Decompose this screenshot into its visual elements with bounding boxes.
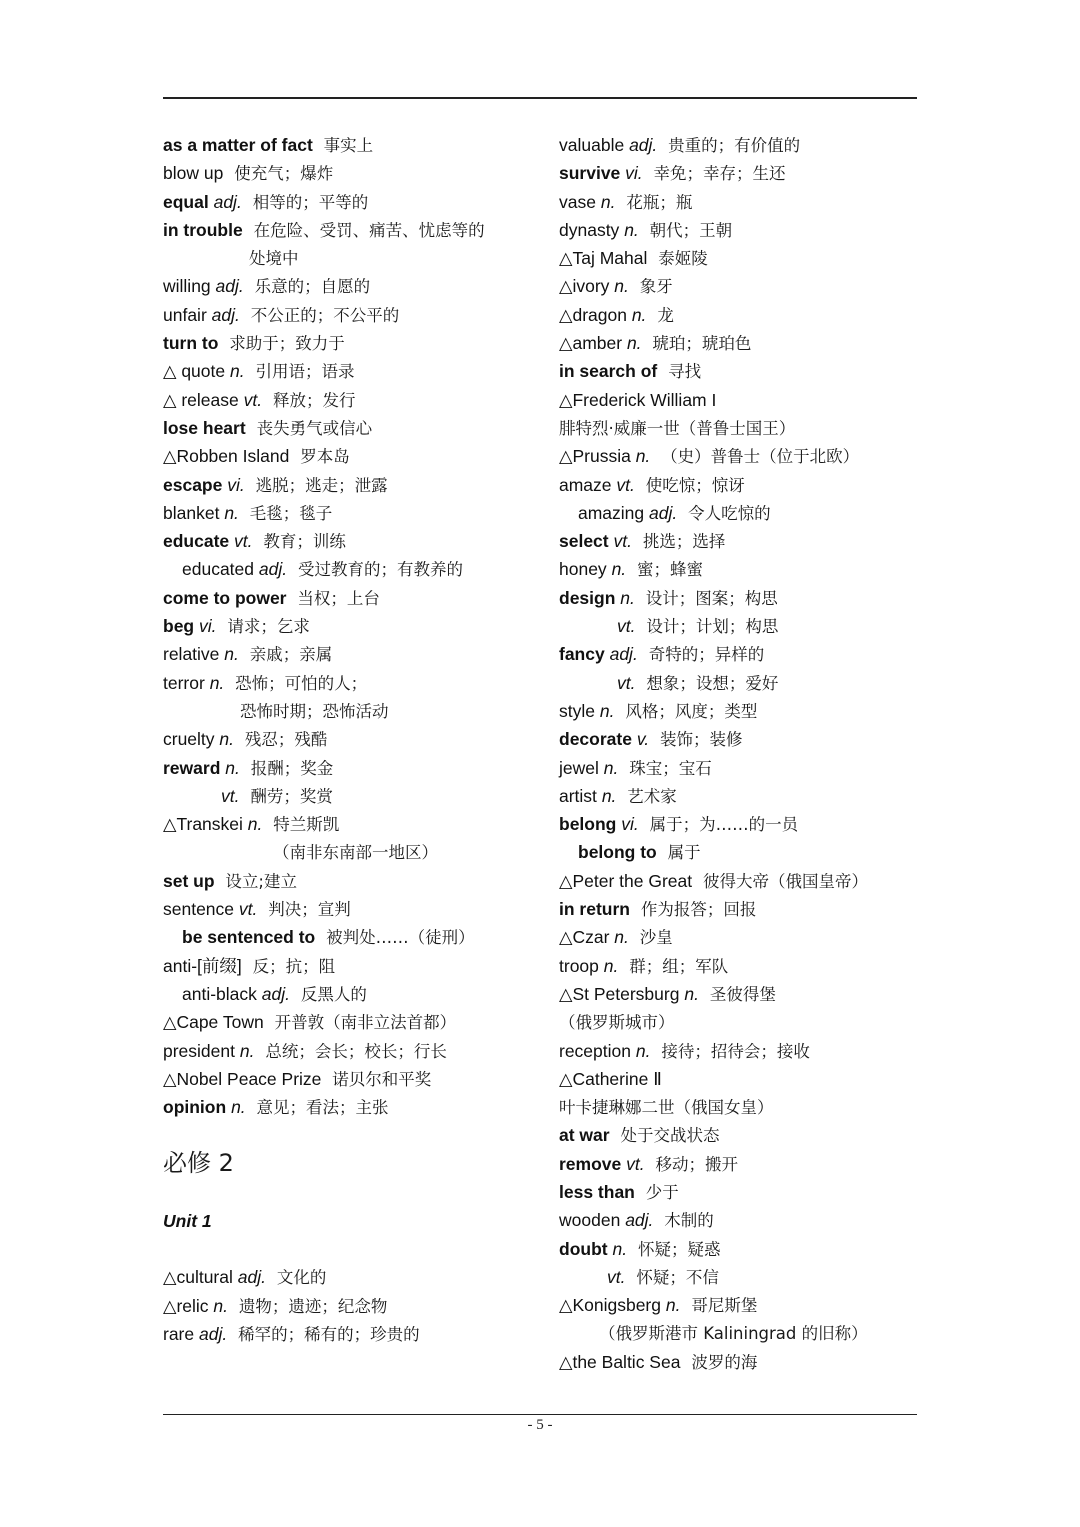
right-column [559,131,919,1376]
chinese-definition: 少于 [645,1182,679,1202]
chinese-definition: 龙 [657,305,674,325]
headword: belong to [578,842,657,863]
vocab-entry [163,1263,543,1291]
chinese-definition: （俄罗斯港市 Kaliningrad 的旧称） [599,1324,868,1344]
headword: be sentenced to [182,927,316,948]
headword: △relic [163,1295,209,1316]
part-of-speech: n. [631,304,647,325]
chinese-definition: 毛毯；毯子 [249,503,333,523]
part-of-speech: n. [665,1295,681,1316]
part-of-speech: n. [603,955,619,976]
chinese-definition: 想象；设想；爱好 [646,673,779,693]
chinese-definition: 朝代；王朝 [649,220,733,240]
part-of-speech: n. [601,785,617,806]
vocab-entry [559,1348,919,1376]
headword: less than [559,1181,635,1202]
chinese-definition: 意见；看法；主张 [256,1098,389,1118]
chinese-definition: 相等的；平等的 [252,192,369,212]
chinese-definition: 诺贝尔和平奖 [332,1069,432,1089]
vocab-entry [163,980,543,1008]
part-of-speech: vt. [234,531,253,552]
chinese-definition: 请求；乞求 [227,617,310,637]
vocab-entry [559,329,919,357]
part-of-speech: v. [636,729,650,750]
part-of-speech: adj. [625,1210,654,1231]
part-of-speech: vi. [625,163,643,184]
headword: as a matter of fact [163,135,313,155]
footer-rule [163,1414,917,1415]
headword: △Nobel Peace Prize [163,1068,322,1089]
vocab-entry [163,669,543,697]
headword: in trouble [163,219,243,240]
headword: at war [559,1125,610,1146]
chinese-definition: 稀罕的；稀有的；珍贵的 [238,1324,420,1344]
part-of-speech: vi. [621,814,639,835]
vocab-entry [559,838,919,866]
vocab-list-left [163,131,543,1121]
chinese-definition: 奇特的；异样的 [648,645,765,665]
part-of-speech: vt. [617,616,636,637]
headword: △dragon [559,304,627,325]
chinese-definition: 怀疑；不信 [636,1267,719,1287]
headword: dynasty [559,219,620,240]
headword: equal [163,191,209,212]
chinese-definition: 逃脱；逃走；泄露 [255,475,388,495]
chinese-definition: 腓特烈·威廉一世（普鲁士国王） [559,418,796,438]
chinese-definition: 恐怖；可怕的人； [235,673,368,693]
vocab-list-left-after [163,1263,543,1348]
vocab-entry [559,1065,919,1093]
chinese-definition: 移动；搬开 [655,1154,738,1174]
headword: △Peter the Great [559,870,693,891]
part-of-speech: n. [599,700,615,721]
headword: escape [163,474,223,495]
part-of-speech: n. [230,361,245,382]
headword: in return [559,899,630,920]
header-rule [163,97,917,99]
unit-title: Unit 1 [163,1211,212,1232]
headword: △amber [559,333,623,354]
headword: △Robben Island [163,446,290,467]
vocab-entry [559,754,919,782]
chinese-definition: 使吃惊；惊讶 [645,475,745,495]
part-of-speech: adj. [199,1323,228,1344]
chinese-definition: 事实上 [323,136,374,155]
vocab-entry [559,1037,919,1065]
chinese-definition: 怀疑；疑惑 [637,1239,721,1259]
vocab-entry [163,386,543,414]
headword: △ quote [163,361,226,382]
part-of-speech: n. [603,757,619,778]
vocab-entry [559,1235,919,1263]
headword: honey [559,559,607,580]
chinese-definition: 沙皇 [639,928,673,948]
headword: troop [559,955,599,976]
chinese-definition: 开普敦（南非立法首都） [274,1013,457,1033]
vocab-entry [559,697,919,725]
chinese-definition: 总统；会长；校长；行长 [265,1041,447,1061]
chinese-definition: 花瓶；瓶 [626,192,693,212]
headword: amaze [559,474,612,495]
vocab-list-right [559,131,919,1376]
part-of-speech: vt. [243,389,263,410]
part-of-speech: adj. [237,1267,266,1288]
headword: beg [163,616,195,637]
headword: cruelty [163,729,215,750]
chinese-definition: 装饰；装修 [660,730,743,750]
headword: reward [163,757,221,778]
section-title: 必修 2 [163,1149,234,1178]
part-of-speech: n. [209,672,225,693]
vocab-entry [163,499,543,527]
vocab-entry [559,782,919,810]
chinese-definition: 被判处……（徒刑） [326,928,475,948]
headword: set up [163,870,215,891]
vocab-entry [163,584,543,612]
headword: △cultural [163,1267,233,1288]
part-of-speech: n. [225,757,240,778]
part-of-speech: n. [624,219,639,240]
headword: △Catherine Ⅱ [559,1068,662,1089]
vocab-entry [163,952,543,980]
headword: △Taj Mahal [559,248,648,269]
vocab-entry [559,1178,919,1206]
headword: design [559,587,616,608]
part-of-speech: adj. [609,644,638,665]
part-of-speech: adj. [261,983,290,1004]
headword: blow up [163,163,224,184]
chinese-definition: 象牙 [639,277,673,297]
chinese-definition: 木制的 [664,1211,714,1231]
chinese-definition: （俄罗斯城市） [559,1013,675,1033]
part-of-speech: n. [224,644,239,665]
vocab-entry [163,895,543,923]
chinese-definition: 判决；宣判 [268,900,351,920]
chinese-definition: 教育；训练 [263,532,346,552]
vocab-entry [163,725,543,753]
chinese-definition: 反黑人的 [300,984,367,1004]
chinese-definition: 令人吃惊的 [688,503,771,523]
vocab-entry [163,357,543,385]
vocab-entry [559,357,919,385]
part-of-speech: n. [684,983,699,1004]
headword: terror [163,672,205,693]
vocab-entry [559,923,919,951]
part-of-speech: n. [635,1040,651,1061]
part-of-speech: adj. [211,304,240,325]
headword: △Transkei [163,814,243,835]
chinese-definition: 在危险、受罚、痛苦、忧虑等的 [253,220,485,240]
chinese-definition: 文化的 [276,1268,327,1288]
chinese-definition: 设计；图案；构思 [645,588,778,608]
vocab-entry [163,244,543,272]
vocab-entry [559,272,919,300]
vocab-entry [559,159,919,187]
chinese-definition: 丧失勇气或信心 [256,418,373,438]
headword: △Cape Town [163,1012,264,1033]
chinese-definition: 处于交战状态 [620,1126,720,1146]
chinese-definition: 报酬；奖金 [250,758,334,778]
chinese-definition: 遗物；遗迹；纪念物 [238,1296,388,1316]
headword: △Prussia [559,446,631,467]
vocab-entry [559,386,919,414]
headword: belong [559,814,617,835]
headword: opinion [163,1097,227,1118]
chinese-definition: 属于；为……的一员 [649,815,799,835]
chinese-definition: 幸免；幸存；生还 [653,164,786,184]
vocab-entry [559,584,919,612]
headword: anti-[前缀] [163,955,242,976]
chinese-definition: （史）普鲁士（位于北欧） [661,447,860,467]
chinese-definition: 琥珀；琥珀色 [652,334,752,354]
chinese-definition: 使充气；爆炸 [234,164,334,184]
chinese-definition: 当权；上台 [297,588,380,608]
part-of-speech: n. [620,587,635,608]
part-of-speech: vt. [221,785,240,806]
chinese-definition: 哥尼斯堡 [691,1296,758,1316]
part-of-speech: n. [219,729,235,750]
part-of-speech: vi. [199,616,217,637]
vocab-entry [559,952,919,980]
chinese-definition: 释放；发行 [272,390,356,410]
chinese-definition: 引用语；语录 [255,362,355,382]
chinese-definition: 亲戚；亲属 [249,645,333,665]
chinese-definition: 波罗的海 [691,1352,758,1372]
part-of-speech: vt. [607,1266,626,1287]
headword: △ivory [559,276,610,297]
vocab-entry [559,1263,919,1291]
chinese-definition: 残忍；残酷 [244,730,328,750]
part-of-speech: n. [635,446,651,467]
chinese-definition: 乐意的；自愿的 [254,277,371,297]
chinese-definition: 珠宝；宝石 [629,758,712,778]
headword: △Konigsberg [559,1295,661,1316]
part-of-speech: n. [239,1040,255,1061]
headword: come to power [163,587,287,608]
vocab-entry [163,131,543,159]
headword: sentence [163,899,235,920]
part-of-speech: vt. [616,474,635,495]
part-of-speech: n. [247,814,263,835]
vocab-entry [559,1291,919,1319]
vocab-entry [163,697,543,725]
headword: artist [559,785,597,806]
headword: fancy [559,644,605,665]
vocab-entry [163,272,543,300]
part-of-speech: n. [600,191,616,212]
headword: unfair [163,304,207,325]
headword: anti-black [182,983,257,1004]
left-column [163,131,543,1348]
vocab-entry [163,754,543,782]
headword: in search of [559,361,658,382]
chinese-definition: 受过教育的；有教养的 [297,560,463,580]
headword: willing [163,276,211,297]
chinese-definition: 设立;建立 [225,871,297,891]
headword: select [559,531,609,552]
vocab-entry [163,188,543,216]
chinese-definition: 泰姬陵 [658,249,708,269]
part-of-speech: vt. [617,672,636,693]
part-of-speech: adj. [213,191,242,212]
headword: amazing [578,502,645,523]
headword: △the Baltic Sea [559,1351,681,1372]
vocab-entry [559,867,919,895]
chinese-definition: 恐怖时期；恐怖活动 [240,701,389,721]
headword: turn to [163,333,219,354]
chinese-definition: 求助于；致力于 [229,334,345,354]
vocab-entry [163,471,543,499]
headword: rare [163,1323,195,1344]
vocab-entry [163,923,543,951]
part-of-speech: vi. [227,474,245,495]
headword: survive [559,163,621,184]
vocab-entry [163,527,543,555]
headword: valuable [559,135,625,155]
chinese-definition: 反；抗；阻 [252,956,336,976]
vocab-entry [163,1320,543,1348]
chinese-definition: 罗本岛 [300,447,350,467]
chinese-definition: 蜜；蜂蜜 [637,560,704,580]
vocab-entry [559,216,919,244]
chinese-definition: 特兰斯凯 [273,815,340,835]
chinese-definition: 寻找 [668,362,702,382]
vocab-entry [559,188,919,216]
part-of-speech: n. [626,333,642,354]
headword: style [559,700,595,721]
vocab-entry [163,612,543,640]
chinese-definition: 贵重的；有价值的 [668,136,801,155]
part-of-speech: n. [213,1295,229,1316]
vocab-entry [163,442,543,470]
vocab-entry [163,1037,543,1065]
chinese-definition: 群；组；军队 [629,956,729,976]
vocab-entry [163,810,543,838]
vocab-entry [559,527,919,555]
vocab-entry [559,555,919,583]
headword: △Frederick William I [559,389,717,410]
vocab-entry [559,414,919,442]
part-of-speech: adj. [258,559,288,580]
headword: jewel [559,757,599,778]
vocab-entry [163,216,543,244]
part-of-speech: adj. [649,502,678,523]
vocab-entry [559,810,919,838]
part-of-speech: n. [614,276,629,297]
vocab-entry [163,867,543,895]
vocab-entry [559,1319,919,1347]
vocab-entry [163,1292,543,1320]
vocab-entry [163,159,543,187]
vocab-entry [163,640,543,668]
vocab-entry [559,1206,919,1234]
vocab-entry [559,640,919,668]
vocab-entry [559,442,919,470]
headword: decorate [559,729,632,750]
chinese-definition: 酬劳；奖赏 [250,786,333,806]
headword: △ release [163,389,239,410]
chinese-definition: （南非东南部一地区） [273,843,438,863]
part-of-speech: adj. [629,135,658,155]
vocab-entry [163,414,543,442]
part-of-speech: n. [614,927,629,948]
part-of-speech: n. [611,559,627,580]
headword: blanket [163,502,220,523]
headword: president [163,1040,235,1061]
vocab-entry [163,782,543,810]
chinese-definition: 处境中 [249,249,299,269]
part-of-speech: adj. [215,276,244,297]
vocab-entry [559,1150,919,1178]
headword: educated [182,559,255,580]
vocab-entry [163,1093,543,1121]
headword: doubt [559,1238,608,1259]
headword: reception [559,1040,631,1061]
headword: relative [163,644,220,665]
part-of-speech: n. [231,1097,246,1118]
part-of-speech: vt. [238,899,258,920]
headword: lose heart [163,417,246,438]
chinese-definition: 接待；招待会；接收 [661,1041,810,1061]
chinese-definition: 作为报答；回报 [640,900,757,920]
vocab-entry [559,895,919,923]
vocab-entry [163,838,543,866]
chinese-definition: 属于 [667,843,701,863]
headword: △Czar [559,927,610,948]
vocab-entry [559,1121,919,1149]
headword: △St Petersburg [559,983,680,1004]
vocab-entry [163,301,543,329]
headword: wooden [559,1210,621,1231]
chinese-definition: 风格；风度；类型 [625,701,758,721]
headword: educate [163,531,230,552]
chinese-definition: 彼得大帝（俄国皇帝） [702,871,868,891]
vocab-entry [559,612,919,640]
vocab-entry [559,471,919,499]
headword: vase [559,191,596,212]
vocab-entry [559,1093,919,1121]
chinese-definition: 叶卡捷琳娜二世（俄国女皇） [559,1098,774,1118]
chinese-definition: 设计；计划；构思 [646,617,779,637]
vocab-entry [559,980,919,1008]
headword: remove [559,1153,622,1174]
chinese-definition: 圣彼得堡 [709,984,776,1004]
vocab-entry [163,1065,543,1093]
vocab-entry [559,131,919,159]
vocab-entry [163,1008,543,1036]
part-of-speech: n. [612,1238,628,1259]
part-of-speech: n. [224,502,239,523]
part-of-speech: vt. [613,531,632,552]
chinese-definition: 挑选；选择 [642,532,726,552]
vocab-entry [559,1008,919,1036]
page-number: - 5 - [527,1417,553,1433]
vocab-entry [559,244,919,272]
vocab-entry [559,669,919,697]
chinese-definition: 不公正的；不公平的 [250,305,400,325]
vocab-entry [559,301,919,329]
chinese-definition: 艺术家 [627,786,677,806]
vocab-entry [163,555,543,583]
vocab-entry [559,725,919,753]
vocab-entry [559,499,919,527]
vocab-entry [163,329,543,357]
part-of-speech: vt. [626,1153,645,1174]
